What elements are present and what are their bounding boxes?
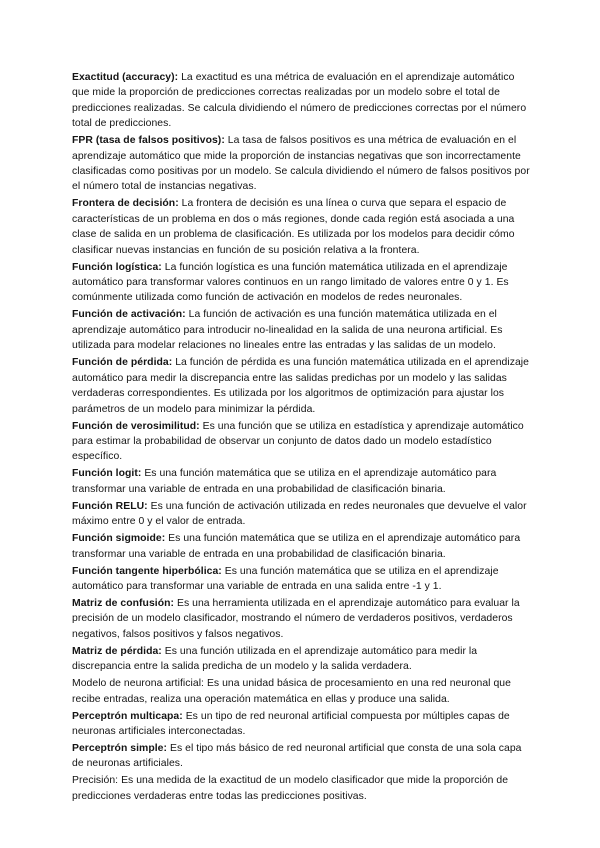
entry-term: Matriz de confusión: bbox=[72, 597, 175, 609]
entry-term: Precisión: bbox=[72, 775, 119, 787]
glossary-entry-funcion-tangente-hiperbolica bbox=[72, 564, 532, 595]
entry-term: Exactitud (accuracy): bbox=[72, 72, 179, 83]
entry-definition: Es una unidad básica de procesamiento en una red neuronal que recibe entradas, realiza una operación matemática en ellas y produce una salida. bbox=[72, 678, 511, 705]
entry-definition: Es una función matemática que se utiliza en el aprendizaje automático para transformar una variable de entrada en una probabilidad de clasificación binaria. bbox=[72, 468, 497, 495]
entry-term: Función de verosimilitud: bbox=[72, 420, 200, 432]
entry-term: FPR (tasa de falsos positivos): bbox=[72, 135, 225, 147]
entry-definition: La función de activación es una función matemática utilizada en el aprendizaje automático para introducir no-linealidad en la salida de una neurona artificial. Es utilizada para modelar relaciones no lineales entre las entradas y las salidas de un modelo. bbox=[72, 309, 503, 352]
entry-definition: La función de pérdida es una función matemática utilizada en el aprendizaje automático para medir la discrepancia entre las salidas predichas por un modelo y las salidas verdaderas correspondientes. Es utilizada por los algoritmos de optimización para ajustar los parámetros de un modelo para minimizar la pérdida. bbox=[72, 357, 529, 415]
glossary-entry-matriz-confusion bbox=[72, 596, 532, 642]
entry-term: Matriz de pérdida: bbox=[72, 645, 162, 657]
document-page bbox=[72, 70, 532, 806]
glossary-entry-frontera-decision bbox=[72, 196, 532, 258]
entry-definition: Es una función utilizada en el aprendizaje automático para medir la discrepancia entre la salida predicha de un modelo y la salida verdadera. bbox=[72, 645, 478, 673]
entry-term: Frontera de decisión: bbox=[72, 198, 179, 210]
entry-definition: La exactitud es una métrica de evaluación en el aprendizaje automático que mide la proporción de predicciones correctas realizadas por un modelo sobre el total de predicciones realizadas. Se calcula dividiendo el número de predicciones correctas por el número total de predicciones. bbox=[72, 72, 527, 130]
glossary-entry-funcion-activacion bbox=[72, 307, 532, 353]
entry-definition: Es una función matemática que se utiliza en el aprendizaje automático para transformar una variable de entrada en una salida entre -1 y 1. bbox=[72, 565, 499, 592]
glossary-entry-funcion-relu bbox=[72, 499, 532, 530]
entry-definition: Es el tipo más básico de red neuronal artificial que consta de una sola capa de neuronas artificiales. bbox=[72, 742, 522, 770]
entry-definition: Es una medida de la exactitud de un modelo clasificador que mide la proporción de predicciones verdaderas entre todas las predicciones positivas. bbox=[72, 775, 509, 802]
glossary-entry-exactitud bbox=[72, 70, 532, 132]
glossary-entry-funcion-logistica bbox=[72, 260, 532, 306]
glossary-entry-fpr bbox=[72, 133, 532, 195]
glossary-entry-funcion-sigmoide bbox=[72, 531, 532, 562]
entry-definition: Es una función que se utiliza en estadística y aprendizaje automático para estimar la probabilidad de observar un conjunto de datos dado un modelo estadístico específico. bbox=[72, 420, 524, 463]
entry-term: Modelo de neurona artificial: bbox=[72, 678, 204, 690]
glossary-entry-funcion-verosimilitud bbox=[72, 419, 532, 465]
entry-term: Función logística: bbox=[72, 261, 162, 273]
entry-term: Función logit: bbox=[72, 468, 142, 480]
glossary-entry-perceptron-simple bbox=[72, 741, 532, 772]
entry-term: Función de activación: bbox=[72, 309, 186, 321]
entry-definition: Es un tipo de red neuronal artificial compuesta por múltiples capas de neuronas artificiales interconectadas. bbox=[72, 710, 510, 737]
entry-definition: La función logística es una función matemática utilizada en el aprendizaje automático para transformar valores continuos en un rango limitado de valores entre 0 y 1. Es comúnmente utilizada como función de activación en modelos de redes neuronales. bbox=[72, 261, 509, 304]
entry-term: Función tangente hiperbólica: bbox=[72, 565, 222, 577]
entry-definition: Es una función de activación utilizada en redes neuronales que devuelve el valor máximo entre 0 y el valor de entrada. bbox=[72, 500, 527, 528]
entry-term: Función de pérdida: bbox=[72, 357, 173, 369]
entry-term: Perceptrón multicapa: bbox=[72, 710, 183, 722]
entry-term: Función RELU: bbox=[72, 500, 148, 512]
glossary-entry-funcion-logit bbox=[72, 466, 532, 497]
entry-term: Perceptrón simple: bbox=[72, 742, 168, 754]
glossary-entry-funcion-perdida bbox=[72, 355, 532, 417]
glossary-entry-perceptron-multicapa bbox=[72, 709, 532, 740]
entry-definition: La frontera de decisión es una línea o curva que separa el espacio de características de un problema en dos o más regiones, donde cada región está asociada a una clase de salida en un problema de clasificación. Es utilizada por los modelos para decidir cómo clasificar nuevas instancias en función de su posición relativa a la frontera. bbox=[72, 198, 515, 256]
glossary-entry-precision bbox=[72, 773, 532, 804]
entry-term: Función sigmoide: bbox=[72, 533, 166, 545]
glossary-entry-matriz-perdida bbox=[72, 644, 532, 675]
entry-definition: Es una herramienta utilizada en el aprendizaje automático para evaluar la precisión de un modelo clasificador, mostrando el número de verdaderos positivos, verdaderos negativos, falsos positivos y falsos negativos. bbox=[72, 597, 520, 640]
glossary-entry-modelo-neurona-artificial bbox=[72, 676, 532, 707]
entry-definition: Es una función matemática que se utiliza en el aprendizaje automático para transformar una variable de entrada en una probabilidad de clasificación binaria. bbox=[72, 533, 521, 560]
entry-definition: La tasa de falsos positivos es una métrica de evaluación en el aprendizaje automático que mide la proporción de instancias negativas que son incorrectamente clasificadas como positivas por un modelo. Se calcula dividiendo el número de falsos positivos por el número total de instancias negativas. bbox=[72, 135, 530, 193]
